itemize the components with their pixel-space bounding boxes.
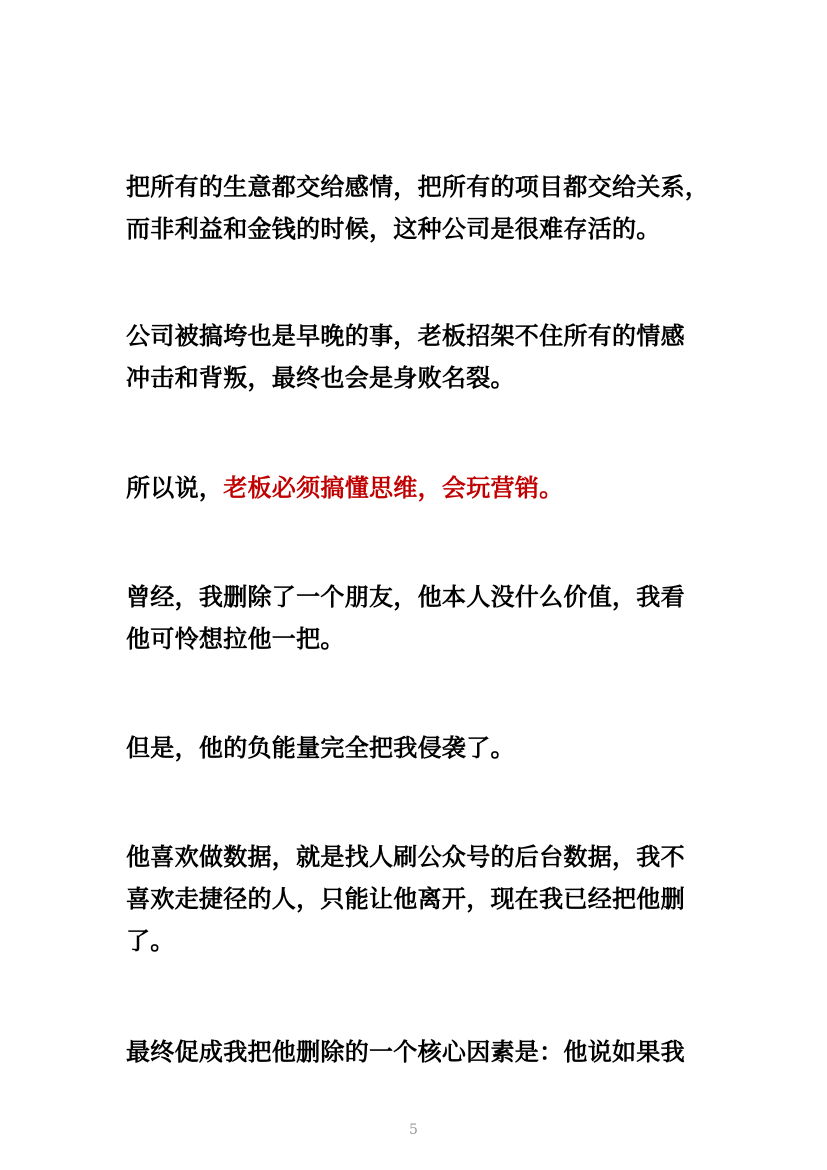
- highlighted-text: 老板必须搞懂思维，会玩营销。: [223, 474, 564, 502]
- paragraph-line: 了。: [126, 927, 175, 955]
- paragraph-line: 而非利益和金钱的时候，这种公司是很难存活的。: [126, 215, 661, 243]
- paragraph-line: 喜欢走捷径的人，只能让他离开，现在我已经把他删: [126, 885, 685, 913]
- paragraph-1: [126, 166, 710, 250]
- paragraph-2: [126, 315, 706, 399]
- paragraph-7: [126, 1031, 706, 1073]
- paragraph-3: [126, 467, 706, 509]
- paragraph-line: [126, 467, 706, 509]
- paragraph-line: 把所有的生意都交给感情，把所有的项目都交给关系，: [126, 173, 710, 201]
- paragraph-4: [126, 576, 706, 660]
- paragraph-prefix: 所以说，: [126, 474, 224, 502]
- paragraph-line: 他喜欢做数据，就是找人刷公众号的后台数据，我不: [126, 843, 685, 871]
- paragraph-5: [126, 727, 706, 769]
- paragraph-line: 他可怜想拉他一把。: [126, 625, 345, 653]
- paragraph-line: 曾经，我删除了一个朋友，他本人没什么价值，我看: [126, 583, 685, 611]
- paragraph-line: 最终促成我把他删除的一个核心因素是：他说如果我: [126, 1038, 685, 1066]
- page-number: 5: [409, 1122, 418, 1138]
- paragraph-line: 公司被搞垮也是早晚的事，老板招架不住所有的情感: [126, 322, 685, 350]
- paragraph-line: 冲击和背叛，最终也会是身败名裂。: [126, 364, 515, 392]
- paragraph-6: [126, 836, 706, 962]
- paragraph-line: 但是，他的负能量完全把我侵袭了。: [126, 734, 515, 762]
